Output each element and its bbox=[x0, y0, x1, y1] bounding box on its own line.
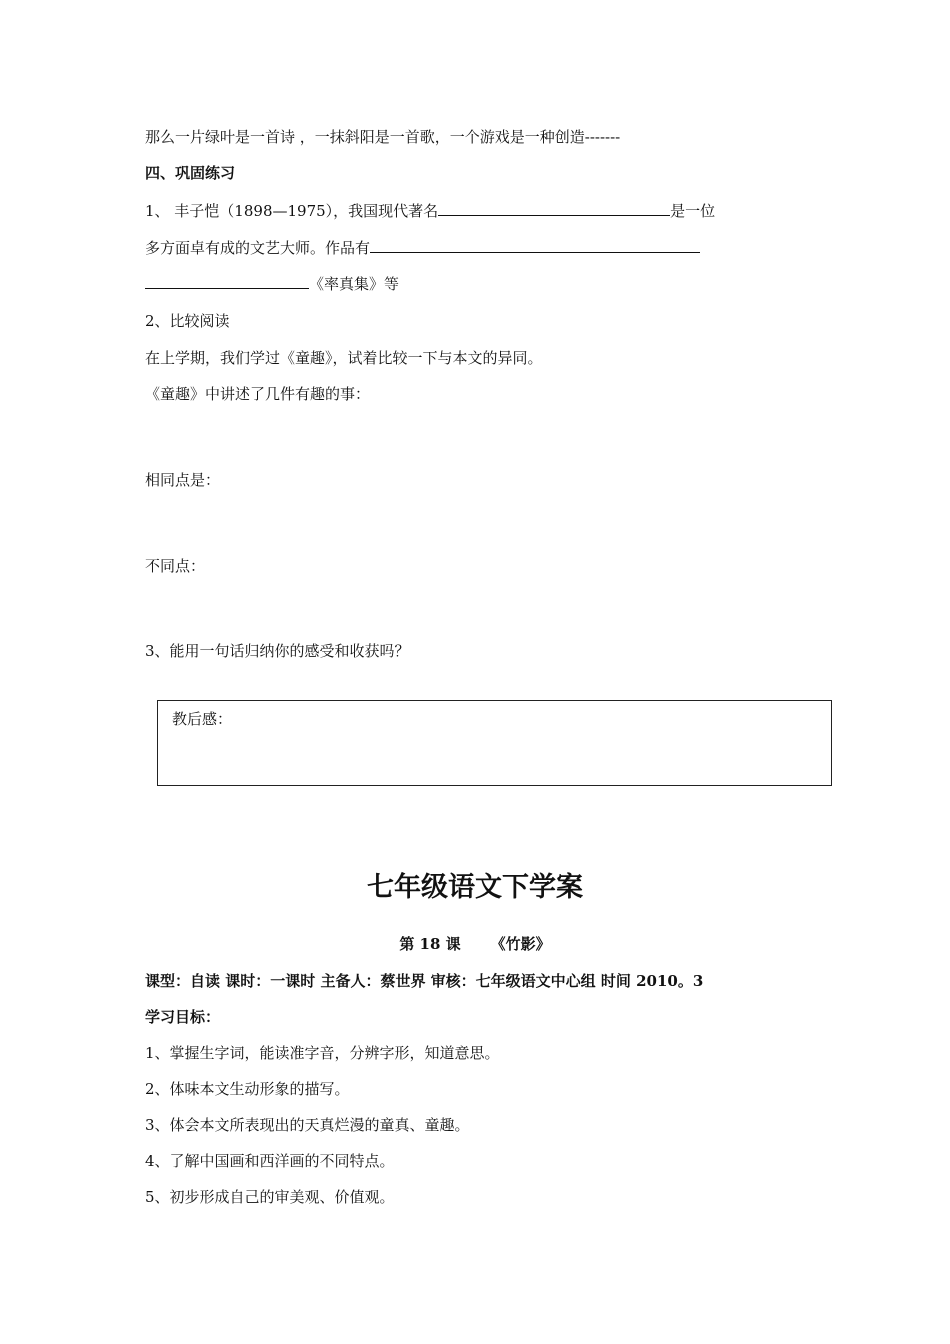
question-2-heading: 2、比较阅读 bbox=[145, 312, 230, 330]
fill-blank-works[interactable] bbox=[370, 236, 700, 253]
objective-item-4: 4、了解中国画和西洋画的不同特点。 bbox=[145, 1152, 395, 1170]
objective-item-5: 5、初步形成自己的审美观、价值观。 bbox=[145, 1188, 395, 1206]
page-title: 七年级语文下学案 bbox=[367, 872, 583, 903]
question-1-line-3 bbox=[145, 272, 399, 294]
question-2-events-prompt: 《童趣》中讲述了几件有趣的事： bbox=[145, 385, 371, 403]
objective-item-2: 2、体味本文生动形象的描写。 bbox=[145, 1080, 350, 1098]
fill-blank-works-continued[interactable] bbox=[145, 272, 309, 289]
section-heading-practice: 四、巩固练习 bbox=[145, 164, 236, 182]
question-1-works-suffix: 《率真集》等 bbox=[309, 275, 400, 293]
objective-item-3: 3、体会本文所表现出的天真烂漫的童真、童趣。 bbox=[145, 1116, 470, 1134]
question-1-line-2 bbox=[145, 236, 700, 258]
fill-blank-author-role[interactable] bbox=[438, 199, 670, 216]
question-2-same-prompt: 相同点是： bbox=[145, 471, 221, 489]
lesson-heading bbox=[0, 934, 950, 954]
intro-text: 那么一片绿叶是一首诗 ，一抹斜阳是一首歌，一个游戏是一种创造------- bbox=[145, 128, 621, 146]
question-1-text: 1、 丰子恺（1898—1975），我国现代著名 bbox=[145, 202, 439, 220]
question-1-suffix: 是一位 bbox=[670, 202, 716, 220]
lesson-number: 第 18 课 bbox=[399, 935, 461, 953]
lesson-name: 《竹影》 bbox=[490, 935, 551, 953]
question-2-diff-prompt: 不同点： bbox=[145, 557, 206, 575]
question-1-line-1 bbox=[145, 199, 715, 221]
reflection-label: 教后感： bbox=[172, 710, 233, 728]
lesson-meta: 课型：自读 课时：一课时 主备人：蔡世界 审核：七年级语文中心组 时间 2010。3 bbox=[145, 972, 704, 990]
reflection-box[interactable] bbox=[157, 700, 832, 786]
objectives-heading: 学习目标： bbox=[145, 1008, 221, 1026]
objective-item-1: 1、掌握生字词，能读准字音，分辨字形，知道意思。 bbox=[145, 1044, 500, 1062]
question-2-intro: 在上学期，我们学过《童趣》，试着比较一下与本文的异同。 bbox=[145, 349, 543, 367]
question-3-prompt: 3、能用一句话归纳你的感受和收获吗？ bbox=[145, 642, 410, 660]
question-1-works-label: 多方面卓有成的文艺大师。作品有 bbox=[145, 239, 371, 257]
